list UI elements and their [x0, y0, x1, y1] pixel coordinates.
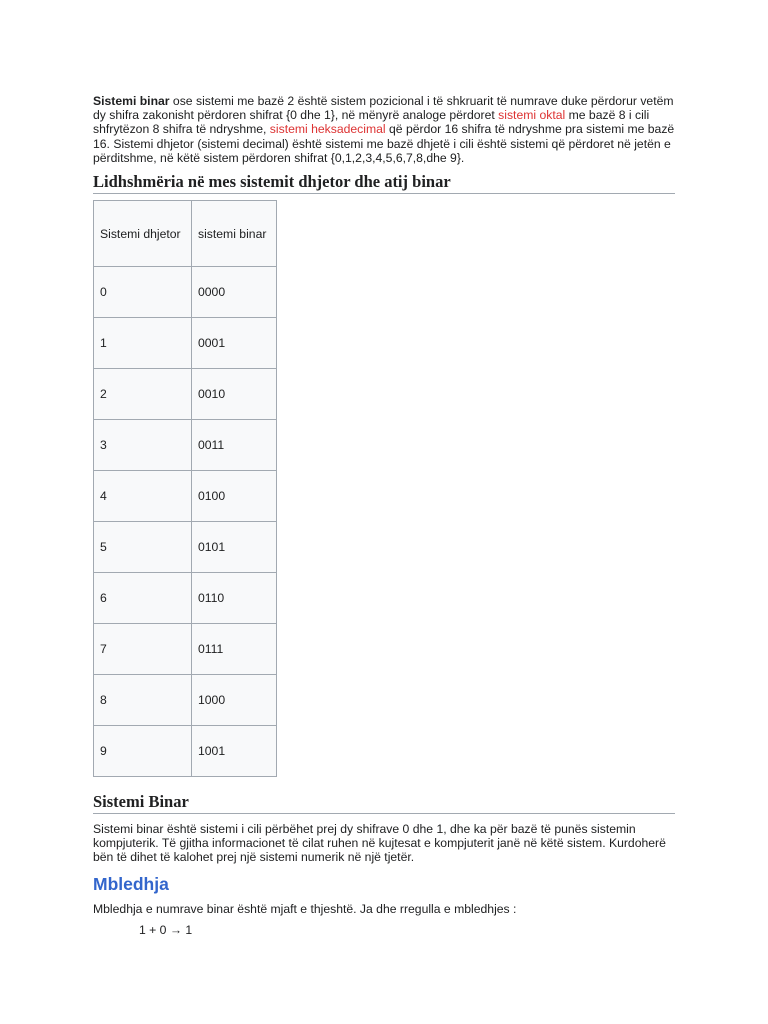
- binary-cell: 0000: [192, 267, 277, 318]
- table-header-cell: sistemi binar: [192, 201, 277, 267]
- binary-cell: 0010: [192, 369, 277, 420]
- decimal-cell: 1: [94, 318, 192, 369]
- decimal-cell: 6: [94, 573, 192, 624]
- intro-text-1: ose sistemi me bazë 2 është sistem pozicional i të shkruarit të numrave duke përdorur vetëm dy shifra zakonisht përdoren shifrat {0 dhe 1}, në mënyrë analoge përdoret: [93, 94, 674, 123]
- decimal-cell: 7: [94, 624, 192, 675]
- table-header-row: [94, 201, 277, 267]
- section-heading-mbledhja: Mbledhja: [93, 873, 169, 894]
- table-row: [94, 471, 277, 522]
- article-content: [93, 94, 675, 937]
- decimal-cell: 4: [94, 471, 192, 522]
- link-sistemi-oktal[interactable]: sistemi oktal: [498, 108, 566, 123]
- table-row: [94, 318, 277, 369]
- decimal-cell: 5: [94, 522, 192, 573]
- binary-cell: 0101: [192, 522, 277, 573]
- table-row: [94, 369, 277, 420]
- binary-paragraph: Sistemi binar është sistemi i cili përbëhet prej dy shifrave 0 dhe 1, dhe ka për bazë të punës sistemin kompjuterik. Të gjitha informacionet të cilat ruhen në kujtesat e kompjuterit janë në këtë sistem. Kurdoherë bën të dihet të kalohet prej një sistemi numerik në një tjetër.: [93, 822, 666, 865]
- conversion-table: [93, 200, 277, 777]
- table-row: [94, 624, 277, 675]
- section-heading-sistemi-binar: Sistemi Binar: [93, 792, 675, 814]
- binary-cell: 0111: [192, 624, 277, 675]
- decimal-cell: 3: [94, 420, 192, 471]
- table-row: [94, 675, 277, 726]
- table-row: [94, 420, 277, 471]
- decimal-cell: 8: [94, 675, 192, 726]
- table-row: [94, 573, 277, 624]
- table-header-cell: Sistemi dhjetor: [94, 201, 192, 267]
- binary-cell: 0001: [192, 318, 277, 369]
- addition-formula: 1 + 0 → 1: [139, 922, 193, 937]
- table-row: [94, 522, 277, 573]
- section-heading-lidhshmeria: Lidhshmëria në mes sistemit dhjetor dhe atij binar: [93, 172, 675, 194]
- decimal-cell: 0: [94, 267, 192, 318]
- link-sistemi-heksadecimal[interactable]: sistemi heksadecimal: [269, 122, 386, 137]
- binary-cell: 0110: [192, 573, 277, 624]
- binary-cell: 1001: [192, 726, 277, 777]
- binary-cell: 1000: [192, 675, 277, 726]
- table-row: [94, 267, 277, 318]
- intro-text-3: që përdor 16 shifra të ndryshme pra sistemi me bazë 16. Sistemi dhjetor (sistemi decimal) është sistemi me bazë dhjetë i cili është sistemi që përdoret në jetën e përditshme, në këtë sistem përdoren shifrat {0,1,2,3,4,5,6,7,8,dhe 9}.: [93, 122, 675, 165]
- intro-term: Sistemi binar: [93, 94, 170, 108]
- intro-text-2: me bazë 8 i cili shfrytëzon 8 shifra të ndryshme,: [93, 108, 650, 137]
- addition-paragraph: Mbledhja e numrave binar është mjaft e thjeshtë. Ja dhe rregulla e mbledhjes :: [93, 901, 517, 916]
- table-row: [94, 726, 277, 777]
- binary-cell: 0100: [192, 471, 277, 522]
- intro-paragraph: [93, 94, 675, 165]
- binary-cell: 0011: [192, 420, 277, 471]
- decimal-cell: 9: [94, 726, 192, 777]
- decimal-cell: 2: [94, 369, 192, 420]
